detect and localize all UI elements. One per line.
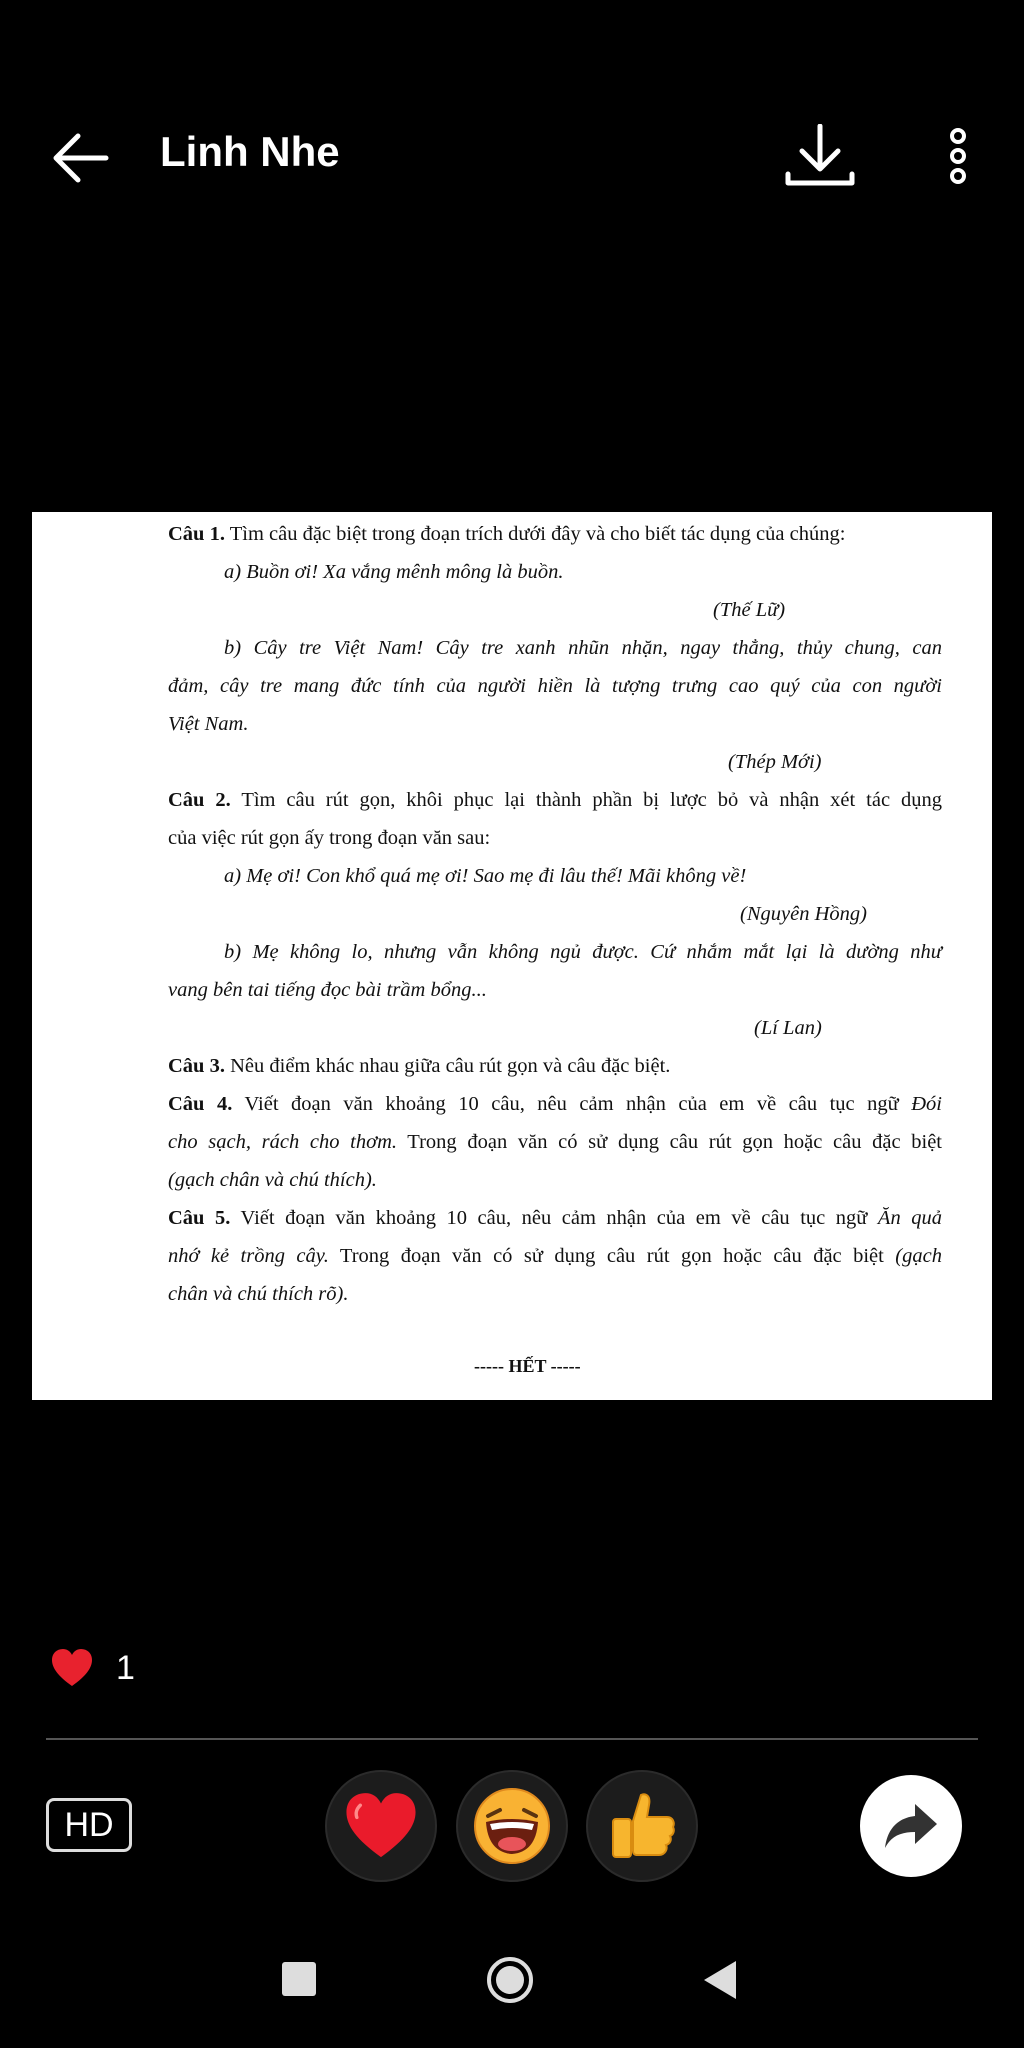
- end-marker: ----- HẾT -----: [474, 1356, 581, 1376]
- cau-4-line-3: (gạch chân và chú thích).: [168, 1169, 377, 1191]
- cau-1-label: Câu 1.: [168, 523, 225, 545]
- cau-5-label: Câu 5.: [168, 1207, 231, 1229]
- cau-4-label: Câu 4.: [168, 1093, 233, 1115]
- cau-2-b-line-1: b) Mẹ không lo, nhưng vẫn không ngủ được. Cứ nhắm mắt lại là dường như: [224, 941, 942, 963]
- laugh-reaction-icon: [472, 1786, 552, 1866]
- cau-1-b-line-2: đảm, cây tre mang đức tính của người hiền là tượng trưng cao quý của con người: [168, 675, 942, 697]
- download-button[interactable]: [782, 124, 858, 188]
- cau-5-line-1: Câu 5. Viết đoạn văn khoảng 10 câu, nêu cảm nhận của em về câu tục ngữ Ăn quả: [168, 1207, 942, 1229]
- cau-2-label: Câu 2.: [168, 789, 231, 811]
- divider: [46, 1738, 978, 1740]
- cau-1-heading: [168, 520, 845, 548]
- home-button[interactable]: [486, 1956, 534, 2004]
- cau-2-line-2: của việc rút gọn ấy trong đoạn văn sau:: [168, 827, 491, 849]
- cau-2-a-source: (Nguyên Hồng): [740, 903, 867, 925]
- thumbs-up-reaction-icon: [603, 1787, 681, 1865]
- download-icon: [782, 124, 858, 188]
- back-triangle-icon: [700, 1958, 740, 2002]
- love-reaction-button[interactable]: [325, 1770, 437, 1882]
- share-button[interactable]: [860, 1775, 962, 1877]
- recents-square-icon[interactable]: [282, 1962, 316, 1996]
- more-options-button[interactable]: [940, 128, 976, 184]
- home-circle-icon: [486, 1956, 534, 2004]
- cau-1-b-source: (Thép Mới): [728, 751, 822, 773]
- cau-2-b-line-2: vang bên tai tiếng đọc bài trầm bổng...: [168, 979, 487, 1001]
- cau-1-b-line-1: b) Cây tre Việt Nam! Cây tre xanh nhũn nhặn, ngay thẳng, thủy chung, can: [224, 637, 942, 659]
- share-icon: [883, 1802, 939, 1850]
- reaction-summary[interactable]: [50, 1648, 135, 1688]
- page-title: Linh Nhe: [160, 128, 340, 175]
- back-button[interactable]: [48, 128, 110, 188]
- cau-3-label: Câu 3.: [168, 1055, 225, 1077]
- cau-2-b-source: (Lí Lan): [754, 1017, 822, 1039]
- document-image[interactable]: [32, 512, 992, 1400]
- cau-2-line-1: Câu 2. Tìm câu rút gọn, khôi phục lại thành phần bị lược bỏ và nhận xét tác dụng: [168, 789, 942, 811]
- nav-back-button[interactable]: [700, 1958, 740, 2002]
- more-vertical-icon: [940, 128, 976, 184]
- arrow-left-icon: [48, 128, 110, 188]
- cau-4-line-2: cho sạch, rách cho thơm. Trong đoạn văn có sử dụng câu rút gọn hoặc câu đặc biệt: [168, 1131, 942, 1153]
- cau-5-line-2: nhớ kẻ trồng cây. Trong đoạn văn có sử dụng câu rút gọn hoặc câu đặc biệt (gạch: [168, 1245, 942, 1267]
- cau-1-text: Tìm câu đặc biệt trong đoạn trích dưới đây và cho biết tác dụng của chúng:: [224, 523, 846, 545]
- laugh-reaction-button[interactable]: [456, 1770, 568, 1882]
- top-bar: [0, 0, 1024, 320]
- heart-reaction-icon: [343, 1791, 419, 1861]
- hd-toggle-button[interactable]: HD: [46, 1798, 132, 1852]
- heart-icon: [50, 1648, 94, 1688]
- cau-5-line-3: chân và chú thích rõ).: [168, 1283, 349, 1305]
- cau-3: Câu 3. Nêu điểm khác nhau giữa câu rút gọn và câu đặc biệt.: [168, 1055, 671, 1077]
- cau-2-a: a) Mẹ ơi! Con khổ quá mẹ ơi! Sao mẹ đi lâu thế! Mãi không về!: [224, 865, 747, 887]
- like-reaction-button[interactable]: [586, 1770, 698, 1882]
- cau-1-a-source: (Thế Lữ): [713, 599, 786, 621]
- cau-4-line-1: Câu 4. Viết đoạn văn khoảng 10 câu, nêu cảm nhận của em về câu tục ngữ Đói: [168, 1093, 942, 1115]
- cau-1-b-line-3: Việt Nam.: [168, 713, 249, 735]
- cau-1-a: a) Buồn ơi! Xa vắng mênh mông là buồn.: [224, 561, 564, 583]
- reaction-count: 1: [116, 1648, 135, 1687]
